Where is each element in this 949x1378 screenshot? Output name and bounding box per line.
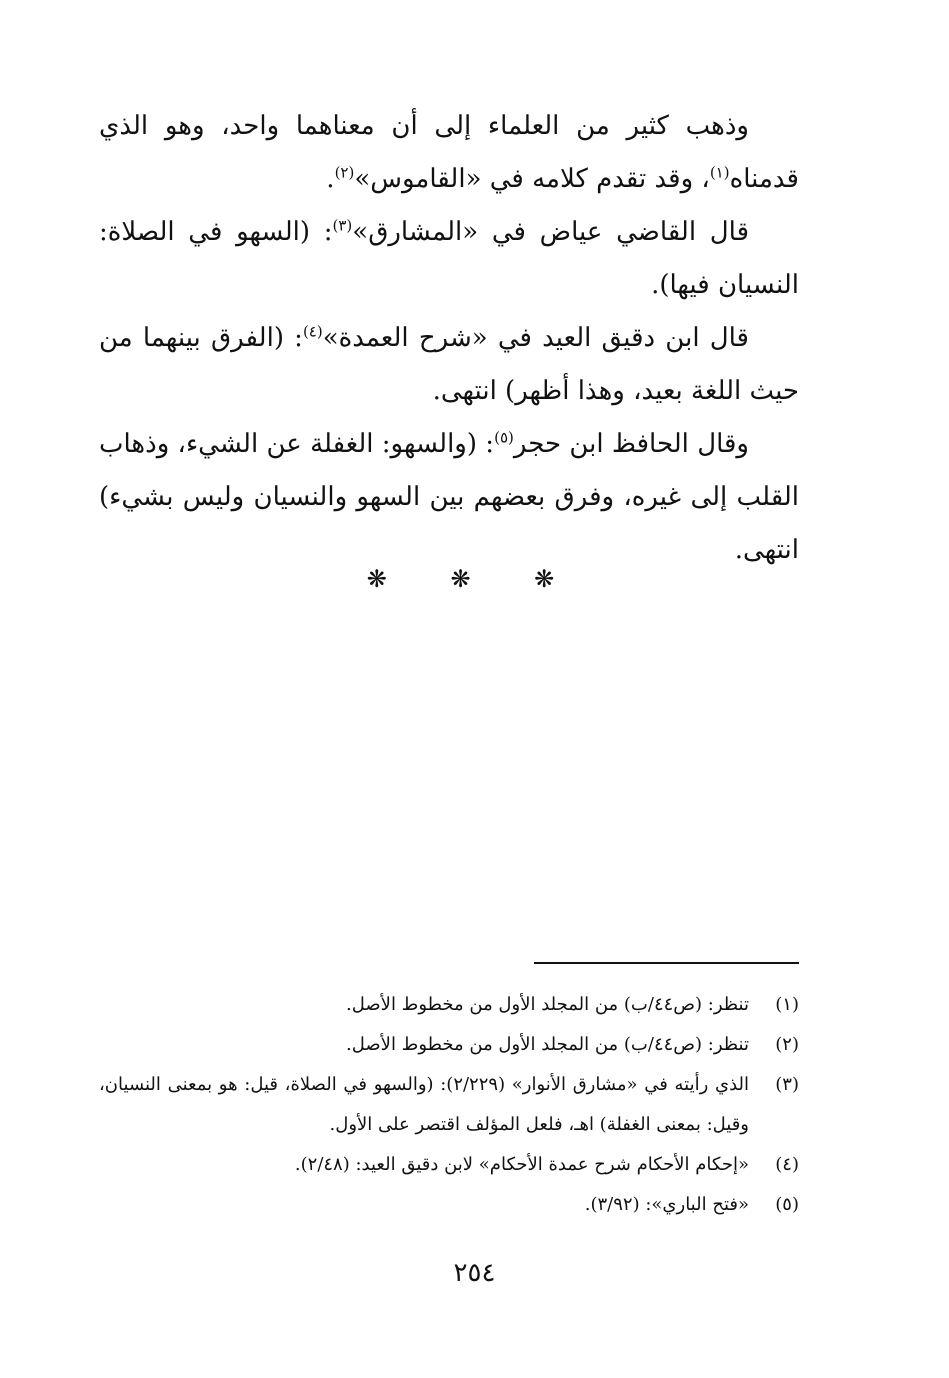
paragraph-4-text: وقال الحافظ ابن حجر: [513, 429, 749, 459]
paragraph-3: [99, 312, 799, 418]
paragraph-3-text: قال ابن دقيق العيد في «شرح العمدة»: [322, 323, 749, 353]
paragraph-4: [99, 418, 799, 577]
footnote-1: [99, 985, 799, 1025]
footnote-text: الذي رأيته في «مشارق الأنوار» (٢/٢٢٩): (والسهو في الصلاة، قيل: هو بمعنى النسيان، وقيل: بمعنى الغفلة) اهـ، فلعل المؤلف اقتصر على الأول.: [99, 1074, 749, 1135]
footnote-text: «فتح الباري»: (٣/٩٢).: [584, 1194, 749, 1215]
page-number: ٢٥٤: [453, 1258, 496, 1288]
footnote-ref-3[interactable]: (٣): [332, 216, 353, 235]
footnote-3: [99, 1065, 799, 1145]
footnote-number: (٥): [775, 1194, 799, 1215]
footnote-ref-4[interactable]: (٤): [302, 322, 323, 341]
paragraph-1-after: ، وقد تقدم كلامه في «القاموس»: [354, 164, 710, 194]
footnote-2: [99, 1025, 799, 1065]
paragraph-4-after: : (والسهو: الغفلة عن الشيء، وذهاب القلب إلى غيره، وفرق بعضهم بين السهو والنسيان وليس بشيء) انتهى.: [99, 429, 799, 565]
paragraph-2: [99, 206, 799, 312]
footnote-number: (٢): [775, 1034, 799, 1055]
footnote-5: [99, 1185, 799, 1225]
footnote-ref-2[interactable]: (٢): [334, 163, 355, 182]
paragraph-2-text: قال القاضي عياض في «المشارق»: [352, 217, 750, 247]
footnote-text: «إحكام الأحكام شرح عمدة الأحكام» لابن دقيق العيد: (٢/٤٨).: [294, 1154, 749, 1175]
footnote-ref-1[interactable]: (١): [709, 163, 730, 182]
footnote-number: (٤): [775, 1154, 799, 1175]
main-text: [99, 100, 799, 577]
footnote-ref-5[interactable]: (٥): [494, 428, 514, 447]
footnote-text: تنظر: (ص٤٤/ب) من المجلد الأول من مخطوط الأصل.: [346, 1034, 749, 1055]
paragraph-2-after: : (السهو في الصلاة: النسيان فيها).: [99, 217, 799, 300]
paragraph-1-end: .: [326, 164, 335, 194]
section-divider: ❋ ❋ ❋: [366, 565, 583, 593]
footnote-number: (٣): [775, 1074, 799, 1095]
footnote-number: (١): [775, 994, 799, 1015]
footnote-separator: [534, 962, 799, 964]
footnote-text: تنظر: (ص٤٤/ب) من المجلد الأول من مخطوط الأصل.: [346, 994, 749, 1015]
paragraph-3-after: : (الفرق بينهما من حيث اللغة بعيد، وهذا أظهر) انتهى.: [99, 323, 799, 406]
footnotes: [99, 985, 799, 1225]
paragraph-1: [99, 100, 799, 206]
footnote-4: [99, 1145, 799, 1185]
paragraph-1-text: وذهب كثير من العلماء إلى أن معناهما واحد، وهو الذي قدمناه: [99, 111, 799, 194]
